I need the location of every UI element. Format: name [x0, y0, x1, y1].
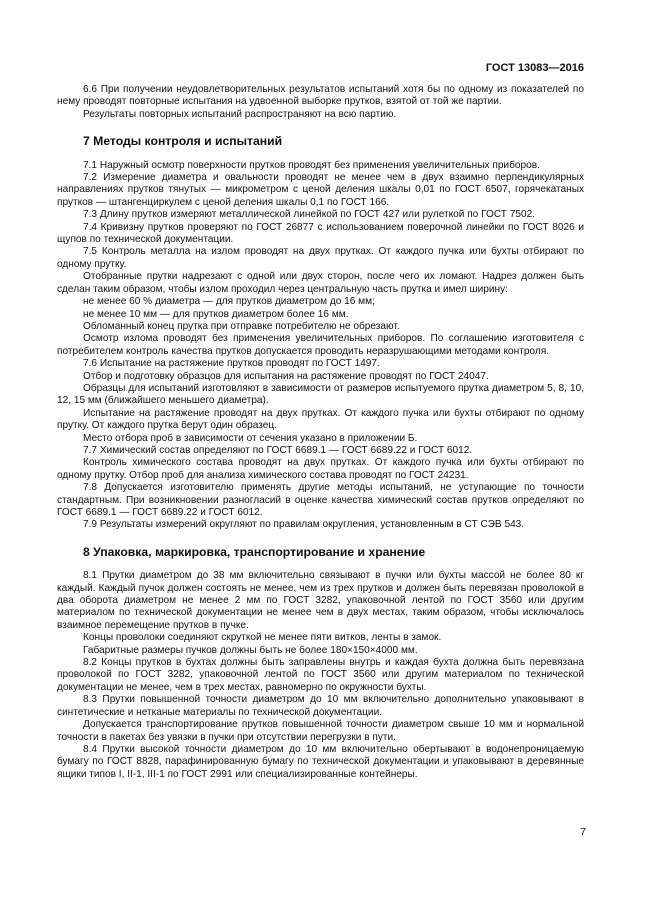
paragraph: Отбор и подготовку образцов для испытания на растяжение проводят по ГОСТ 24047.	[83, 370, 489, 382]
paragraph: Концы проволоки соединяют скруткой не менее пяти витков, ленты в замок.	[83, 632, 442, 644]
paragraph: 8.4 Прутки высокой точности диаметром до 10 мм включительно обертывают в водонепроницаемую бумагу по ГОСТ 8828, парафинированную бумагу по технической документации и упаковывают в деревянные ящики типов I, II-1, III-1 по ГОСТ 2991 или специализированные контейнеры.	[57, 743, 584, 780]
paragraph: 7.9 Результаты измерений округляют по правилам округления, установленным в СТ СЭВ 543.	[83, 519, 525, 531]
paragraph: Отобранные прутки надрезают с одной или двух сторон, после чего их ломают. Надрез должен быть сделан таким образом, чтобы излом проходил через центральную часть прутка и имел ширину:	[57, 271, 584, 295]
paragraph: 8.2 Концы прутков в бухтах должны быть заправлены внутрь и каждая бухта должна быть перевязана проволокой по ГОСТ 3282, упаковочной лентой по ГОСТ 3560 или другим материалом по технической документации не менее, чем в трех местах, равномерно по окружности бухты.	[57, 657, 584, 693]
paragraph: 8.1 Прутки диаметром до 38 мм включительно связывают в пучки или бухты массой не более 80 кг каждый. Каждый пучок должен состоять не менее, чем из трех прутков и должен быть перевязан проволокой в два оборота диаметром не менее 2 мм по ГОСТ 3282, упаковочной лентой по ГОСТ 3560 или другим материалом по технической документации не менее чем в двух местах, таким образом, чтобы исключалось взаимное перемещение прутков в пучке.	[57, 570, 584, 631]
page-number: 7	[580, 826, 586, 838]
paragraph: Обломанный конец прутка при отправке потребителю не обрезают.	[83, 320, 400, 332]
paragraph: Осмотр излома проводят без применения увеличительных приборов. По соглашению изготовителя с потребителем контроль качества прутков допускается проводить неразрушающими методами контроля.	[57, 333, 584, 357]
paragraph: не менее 60 % диаметра — для прутков диаметром до 16 мм;	[83, 296, 375, 308]
paragraph: 7.4 Кривизну прутков проверяют по ГОСТ 26877 с использованием поверочной линейки по ГОСТ 8026 и щупов по технической документации.	[57, 221, 584, 246]
paragraph: Результаты повторных испытаний распространяют на всю партию.	[83, 108, 397, 120]
paragraph: Габаритные размеры пучков должны быть не более 180×150×4000 мм.	[83, 644, 418, 656]
paragraph: Образцы для испытаний изготовляют в зависимости от размеров испытуемого прутка диаметром 5, 8, 10, 12, 15 мм (ближайшего меньшего диаметра).	[57, 382, 584, 407]
paragraph: 7.2 Измерение диаметра и овальности проводят не менее чем в двух взаимно перпендикулярных направлениях прутков тянутых — микрометром с ценой деления шкалы 0,01 по ГОСТ 6507, горячекатаных прутков — штангенциркулем с ценой деления шкалы 0,1 по ГОСТ 166.	[57, 172, 584, 208]
paragraph: не менее 10 мм — для прутков диаметром более 16 мм.	[83, 308, 349, 320]
document-body	[57, 84, 584, 781]
paragraph: 7.6 Испытание на растяжение прутков проводят по ГОСТ 1497.	[83, 358, 380, 370]
paragraph: 8.3 Прутки повышенной точности диаметром до 10 мм включительно дополнительно упаковывают в синтетические и нетканые материалы по технической документации.	[57, 694, 584, 718]
paragraph: 7.3 Длину прутков измеряют металлической линейкой по ГОСТ 427 или рулеткой по ГОСТ 7502.	[83, 209, 536, 221]
paragraph: 7.1 Наружный осмотр поверхности прутков проводят без применения увеличительных приборов.	[83, 159, 540, 171]
section-heading: 8 Упаковка, маркировка, транспортирование и хранение	[83, 544, 426, 559]
standard-designation: ГОСТ 13083—2016	[485, 62, 584, 74]
paragraph: Место отбора проб в зависимости от сечения указано в приложении Б.	[83, 432, 418, 444]
paragraph: Контроль химического состава проводят на двух прутках. От каждого пучка или бухты отбирают по одному прутку. Отбор проб для анализа химического состава проводят по ГОСТ 24231.	[57, 457, 584, 481]
paragraph: 7.5 Контроль металла на излом проводят на двух прутках. От каждого пучка или бухты отбирают по одному прутку.	[57, 246, 584, 270]
paragraph: 6.6 При получении неудовлетворительных результатов испытаний хотя бы по одному из показателей по нему проводят повторные испытания на удвоенной выборке прутков, взятой от той же партии.	[57, 84, 584, 108]
paragraph: 7.8 Допускается изготовителю применять другие методы испытаний, не уступающие по точности стандартным. При возникновении разногласий в оценке качества химический состав прутков определяют по ГОСТ 6689.1 — ГОСТ 6689.22 и ГОСТ 6012.	[57, 482, 584, 518]
paragraph: Допускается транспортирование прутков повышенной точности диаметром свыше 10 мм и нормальной точности в пакетах без увязки в пучки при отсутствии перегрузки в пути.	[57, 719, 584, 743]
paragraph: 7.7 Химический состав определяют по ГОСТ 6689.1 — ГОСТ 6689.22 и ГОСТ 6012.	[83, 444, 473, 456]
paragraph: Испытание на растяжение проводят на двух прутках. От каждого пучка или бухты отбирают по одному прутку. От каждого прутка берут один образец.	[57, 407, 584, 432]
section-heading: 7 Методы контроля и испытаний	[83, 134, 283, 149]
